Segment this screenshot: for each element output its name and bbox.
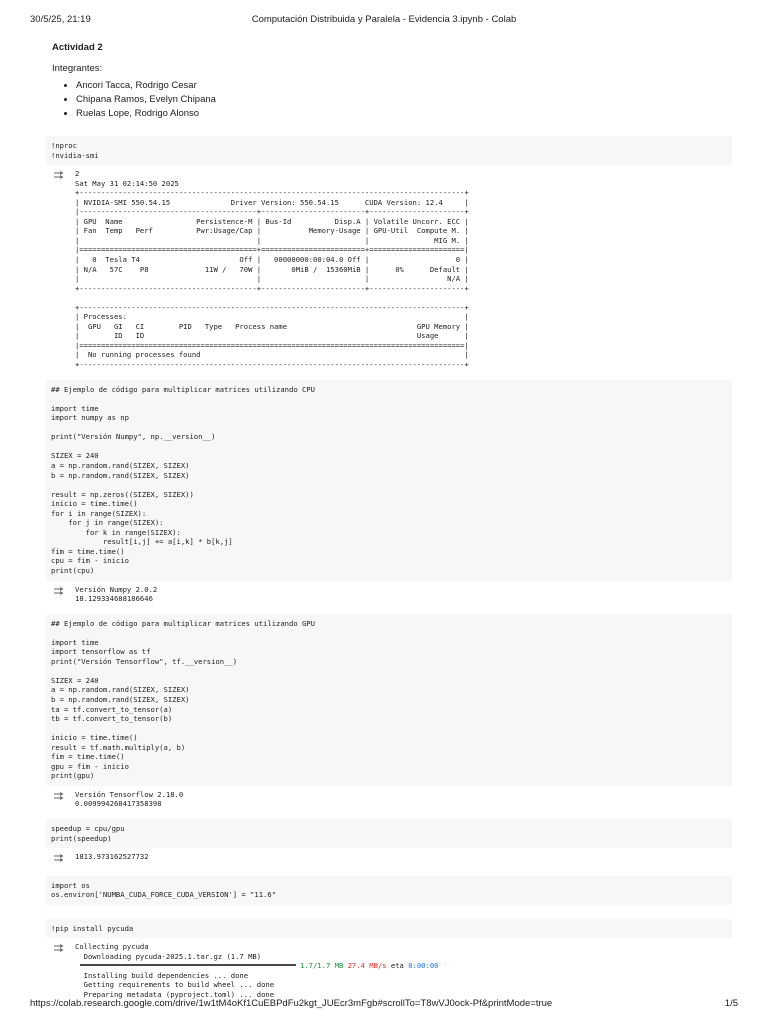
notebook-content bbox=[46, 36, 732, 1006]
output-text: Versión Numpy 2.0.2 18.129334688186646 bbox=[75, 584, 158, 604]
section-heading: Actividad 2 bbox=[52, 42, 103, 53]
download-eta: 0:00:00 bbox=[408, 961, 439, 971]
download-speed: 27.4 MB/s bbox=[347, 961, 387, 971]
list-item: • Chipana Ramos, Evelyn Chipana bbox=[76, 94, 726, 105]
output-text: Installing build dependencies ... done Getting requirements to build wheel ... done Preparing metadata (pyproject.toml) ... done bbox=[83, 970, 275, 1000]
output-text: 1813.973162527732 bbox=[75, 852, 149, 862]
pip-progress-line bbox=[75, 961, 732, 971]
code-editor[interactable]: !pip install pycuda bbox=[51, 923, 134, 933]
code-cell[interactable] bbox=[46, 614, 732, 786]
print-date: 30/5/25, 21:19 bbox=[30, 14, 91, 25]
output-arrow-icon[interactable] bbox=[53, 854, 67, 862]
output-text: Versión Tensorflow 2.18.0 0.009994268417358398 bbox=[75, 789, 184, 809]
cell-output bbox=[46, 938, 732, 1005]
list-item: • Ruelas Lope, Rodrigo Alonso bbox=[76, 108, 726, 119]
list-item: • Ancori Tacca, Rodrigo Cesar bbox=[76, 80, 726, 91]
page-url[interactable]: https://colab.research.google.com/drive/1w1tM4oKf1CuEBPdFu2kgt_JUEcr3mFgb#scrollTo=T8wVJ0ock-Pf&printMode=true bbox=[30, 998, 553, 1009]
code-cell[interactable] bbox=[46, 919, 732, 939]
notebook-title: Computación Distribuida y Paralela - Evidencia 3.ipynb - Colab bbox=[251, 14, 517, 25]
output-arrow-icon[interactable] bbox=[53, 171, 67, 179]
cell-output bbox=[46, 581, 732, 610]
output-arrow-icon[interactable] bbox=[53, 587, 67, 595]
code-editor[interactable]: !nproc !nvidia-smi bbox=[51, 141, 99, 160]
code-editor[interactable]: speedup = cpu/gpu print(speedup) bbox=[51, 824, 125, 843]
code-editor[interactable]: import os os.environ['NUMBA_CUDA_FORCE_CUDA_VERSION'] = "11.6" bbox=[51, 880, 277, 900]
code-editor[interactable]: ## Ejemplo de código para multiplicar matrices utilizando CPU import time import numpy as np print("Versión Numpy", np.__version__) SIZEX = 240 a = np.random.rand(SIZEX, SIZEX) b = np.random.rand(SIZEX, SIZEX) result = np.zeros((SIZEX, SIZEX)) inicio = time.time() for i in range(SIZEX): for j in range(SIZEX): for k in range(SIZEX): result[i,j] += a[i,k] * b[k,j] fim = time.time() cpu = fim - inicio print(cpu) bbox=[51, 384, 315, 575]
eta-label: eta bbox=[390, 961, 404, 971]
cell-output bbox=[46, 848, 732, 868]
download-size: 1.7/1.7 MB bbox=[300, 961, 344, 971]
download-progress-bar bbox=[80, 964, 296, 966]
output-arrow-icon[interactable] bbox=[53, 944, 67, 952]
output-arrow-icon[interactable] bbox=[53, 792, 67, 800]
code-cell[interactable] bbox=[46, 380, 732, 581]
cell-output bbox=[46, 786, 732, 815]
code-cell[interactable] bbox=[46, 136, 732, 165]
members-list bbox=[52, 80, 726, 119]
code-cell[interactable] bbox=[46, 876, 732, 905]
code-cell[interactable] bbox=[46, 819, 732, 848]
text-cell[interactable] bbox=[46, 36, 732, 132]
cell-output bbox=[46, 165, 732, 375]
print-header bbox=[0, 14, 768, 28]
members-subtitle: Integrantes: bbox=[52, 63, 103, 74]
pip-line: Downloading pycuda-2025.1.tar.gz (1.7 MB) bbox=[75, 951, 262, 961]
pip-line: Collecting pycuda bbox=[75, 942, 149, 952]
page-number: 1/5 bbox=[724, 998, 738, 1009]
print-footer bbox=[0, 998, 768, 1012]
code-editor[interactable]: ## Ejemplo de código para multiplicar matrices utilizando GPU import time import tensorflow as tf print("Versión Tensorflow", tf.__version__) SIZEX = 240 a = np.random.rand(SIZEX, SIZEX) b = np.random.rand(SIZEX, SIZEX) ta = tf.convert_to_tensor(a) tb = tf.convert_to_tensor(b) inicio = time.time() result = tf.math.multiply(a, b) fim = time.time() gpu = fim - inicio print(gpu) bbox=[51, 618, 315, 781]
output-text: 2 Sat May 31 02:14:50 2025 +-----------------------------------------------------------------------------------------+ | NVIDIA-SMI 550.54.15 Driver Version: 550.54.15 CUDA Version: 12.4 | |-----------------------------------------+------------------------+----------------------+ | GPU Name Persistence-M | Bus-Id Disp.A | Volatile Uncorr. ECC | | Fan Temp Perf Pwr:Usage/Cap | Memory-Usage | GPU-Util Compute M. | | | | MIG M. | |=========================================+========================+======================| | 0 Tesla T4 Off | 00000000:00:04.0 Off | 0 | | N/A 57C P8 11W / 70W | 0MiB / 15360MiB | 0% Default | | | | N/A | +-----------------------------------------+------------------------+----------------------+ +-----------------------------------------------------------------------------------------+ | Processes: | | GPU GI CI PID Type Process name GPU Memory | | ID ID Usage | |=========================================================================================| | No running processes found | +-----------------------------------------------------------------------------------------+ bbox=[75, 169, 469, 370]
